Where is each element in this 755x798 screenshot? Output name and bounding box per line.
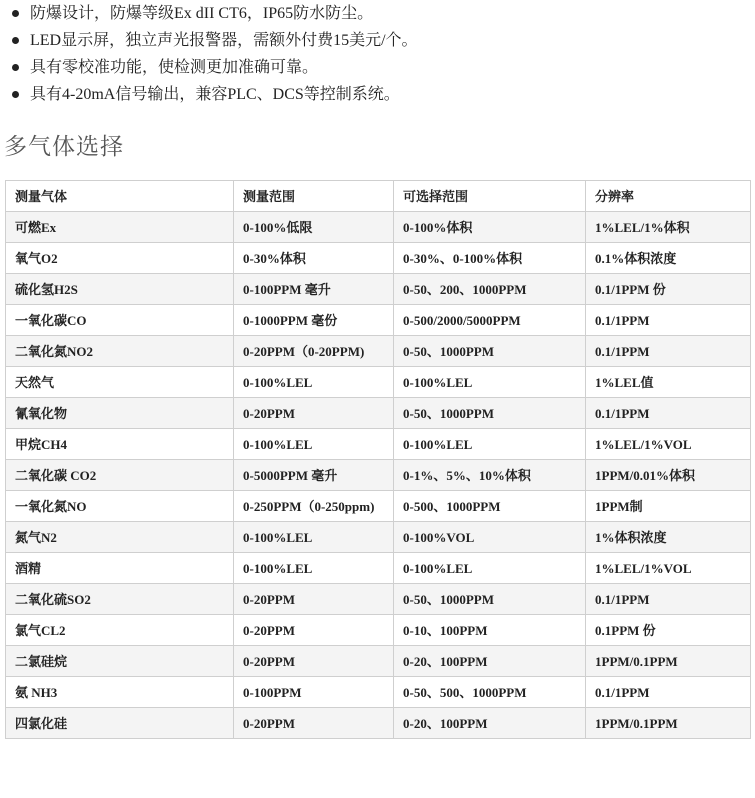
feature-text: 具有零校准功能，使检测更加准确可靠。	[30, 59, 319, 76]
cell-resolution: 1%LEL/1%体积	[586, 212, 751, 243]
cell-optional-range: 0-100%体积	[394, 212, 586, 243]
cell-resolution: 1%LEL/1%VOL	[586, 429, 751, 460]
cell-resolution: 0.1%体积浓度	[586, 243, 751, 274]
cell-gas: 氨 NH3	[6, 677, 234, 708]
cell-gas: 甲烷CH4	[6, 429, 234, 460]
cell-gas: 氧气O2	[6, 243, 234, 274]
cell-optional-range: 0-20、100PPM	[394, 708, 586, 739]
table-row	[6, 336, 751, 367]
cell-range: 0-250PPM（0-250ppm)	[234, 491, 394, 522]
table-row	[6, 615, 751, 646]
table-row	[6, 212, 751, 243]
table-row	[6, 491, 751, 522]
cell-resolution: 1PPM制	[586, 491, 751, 522]
cell-optional-range: 0-100%LEL	[394, 553, 586, 584]
cell-optional-range: 0-50、500、1000PPM	[394, 677, 586, 708]
cell-range: 0-20PPM	[234, 708, 394, 739]
bullet-icon	[12, 37, 19, 44]
table-row	[6, 522, 751, 553]
cell-range: 0-20PPM	[234, 615, 394, 646]
cell-optional-range: 0-20、100PPM	[394, 646, 586, 677]
table-row	[6, 460, 751, 491]
cell-optional-range: 0-50、1000PPM	[394, 336, 586, 367]
table-row	[6, 584, 751, 615]
feature-list	[10, 0, 750, 108]
cell-gas: 硫化氢H2S	[6, 274, 234, 305]
gas-spec-table	[5, 180, 751, 739]
table-row	[6, 367, 751, 398]
cell-gas: 二氧化硫SO2	[6, 584, 234, 615]
cell-range: 0-100%LEL	[234, 429, 394, 460]
table-row	[6, 305, 751, 336]
cell-resolution: 1%体积浓度	[586, 522, 751, 553]
cell-optional-range: 0-500/2000/5000PPM	[394, 305, 586, 336]
cell-gas: 天然气	[6, 367, 234, 398]
table-row	[6, 553, 751, 584]
table-row	[6, 708, 751, 739]
cell-gas: 一氧化氮NO	[6, 491, 234, 522]
cell-optional-range: 0-10、100PPM	[394, 615, 586, 646]
bullet-icon	[12, 91, 19, 98]
cell-gas: 可燃Ex	[6, 212, 234, 243]
cell-resolution: 1%LEL值	[586, 367, 751, 398]
cell-gas: 一氧化碳CO	[6, 305, 234, 336]
cell-range: 0-5000PPM 毫升	[234, 460, 394, 491]
cell-gas: 氰氧化物	[6, 398, 234, 429]
table-header-row	[6, 181, 751, 212]
cell-gas: 氯气CL2	[6, 615, 234, 646]
cell-optional-range: 0-100%LEL	[394, 367, 586, 398]
header-gas: 测量气体	[6, 181, 234, 212]
cell-range: 0-1000PPM 毫份	[234, 305, 394, 336]
header-range: 测量范围	[234, 181, 394, 212]
cell-resolution: 0.1/1PPM 份	[586, 274, 751, 305]
cell-gas: 四氯化硅	[6, 708, 234, 739]
cell-optional-range: 0-500、1000PPM	[394, 491, 586, 522]
cell-resolution: 1PPM/0.1PPM	[586, 708, 751, 739]
table-row	[6, 398, 751, 429]
cell-optional-range: 0-50、1000PPM	[394, 584, 586, 615]
cell-range: 0-100PPM	[234, 677, 394, 708]
cell-resolution: 0.1/1PPM	[586, 305, 751, 336]
table-row	[6, 429, 751, 460]
bullet-icon	[12, 10, 19, 17]
table-row	[6, 677, 751, 708]
table-row	[6, 274, 751, 305]
cell-range: 0-20PPM（0-20PPM)	[234, 336, 394, 367]
cell-range: 0-20PPM	[234, 398, 394, 429]
cell-range: 0-100PPM 毫升	[234, 274, 394, 305]
header-optional-range: 可选择范围	[394, 181, 586, 212]
table-row	[6, 646, 751, 677]
feature-text: LED显示屏，独立声光报警器，需额外付费15美元/个。	[30, 32, 418, 49]
cell-resolution: 1PPM/0.1PPM	[586, 646, 751, 677]
feature-text: 防爆设计，防爆等级Ex dII CT6，IP65防水防尘。	[30, 5, 374, 22]
cell-gas: 酒精	[6, 553, 234, 584]
cell-optional-range: 0-100%LEL	[394, 429, 586, 460]
cell-range: 0-100%LEL	[234, 553, 394, 584]
cell-resolution: 0.1/1PPM	[586, 336, 751, 367]
feature-item	[10, 54, 750, 81]
cell-gas: 二氧化碳 CO2	[6, 460, 234, 491]
cell-optional-range: 0-30%、0-100%体积	[394, 243, 586, 274]
section-title: 多气体选择	[4, 134, 124, 160]
cell-resolution: 0.1/1PPM	[586, 584, 751, 615]
cell-range: 0-100%LEL	[234, 522, 394, 553]
cell-range: 0-20PPM	[234, 646, 394, 677]
feature-item	[10, 0, 750, 27]
cell-range: 0-100%低限	[234, 212, 394, 243]
feature-item	[10, 27, 750, 54]
table-row	[6, 243, 751, 274]
cell-range: 0-30%体积	[234, 243, 394, 274]
cell-gas: 二氧化氮NO2	[6, 336, 234, 367]
cell-resolution: 1%LEL/1%VOL	[586, 553, 751, 584]
bullet-icon	[12, 64, 19, 71]
cell-optional-range: 0-100%VOL	[394, 522, 586, 553]
cell-gas: 氮气N2	[6, 522, 234, 553]
cell-resolution: 0.1/1PPM	[586, 398, 751, 429]
cell-resolution: 1PPM/0.01%体积	[586, 460, 751, 491]
cell-gas: 二氯硅烷	[6, 646, 234, 677]
cell-resolution: 0.1PPM 份	[586, 615, 751, 646]
table-body	[6, 212, 751, 739]
cell-range: 0-20PPM	[234, 584, 394, 615]
header-resolution: 分辨率	[586, 181, 751, 212]
cell-optional-range: 0-50、1000PPM	[394, 398, 586, 429]
feature-item	[10, 81, 750, 108]
cell-optional-range: 0-50、200、1000PPM	[394, 274, 586, 305]
cell-optional-range: 0-1%、5%、10%体积	[394, 460, 586, 491]
cell-range: 0-100%LEL	[234, 367, 394, 398]
cell-resolution: 0.1/1PPM	[586, 677, 751, 708]
feature-text: 具有4-20mA信号输出，兼容PLC、DCS等控制系统。	[30, 86, 400, 103]
